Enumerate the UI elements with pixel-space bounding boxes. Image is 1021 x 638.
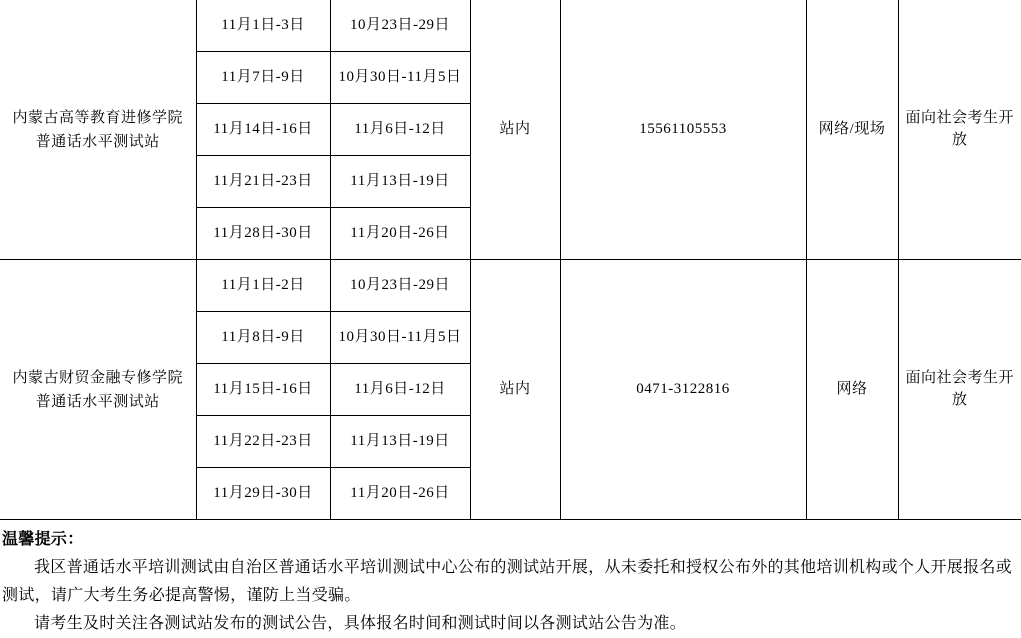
station-name-cell — [0, 260, 196, 520]
contact-phone-cell: 15561105553 — [560, 0, 806, 260]
table-row — [0, 260, 1021, 312]
registration-date-cell: 10月23日-29日 — [330, 260, 470, 312]
registration-date-cell: 10月30日-11月5日 — [330, 52, 470, 104]
notice-title: 温馨提示： — [2, 531, 84, 548]
notice-paragraph-1: 我区普通话水平培训测试由自治区普通话水平培训测试中心公布的测试站开展，从未委托和授权公布外的其他培训机构或个人开展报名或测试，请广大考生务必提高警惕，谨防上当受骗。 — [2, 559, 1013, 604]
station-name-line: 普通话水平测试站 — [35, 133, 160, 150]
test-date-cell: 11月28日-30日 — [196, 208, 330, 260]
test-date-cell: 11月7日-9日 — [196, 52, 330, 104]
station-name-line: 内蒙古财贸金融专修学院 — [12, 369, 183, 386]
test-date-cell: 11月21日-23日 — [196, 156, 330, 208]
notice-paragraph-2: 请考生及时关注各测试站发布的测试公告，具体报名时间和测试时间以各测试站公告为准。 — [34, 615, 687, 632]
registration-date-cell: 11月13日-19日 — [330, 416, 470, 468]
remark-cell: 面向社会考生开放 — [898, 260, 1021, 520]
remark-cell: 面向社会考生开放 — [898, 0, 1021, 260]
table-row — [0, 0, 1021, 52]
registration-date-cell: 10月23日-29日 — [330, 0, 470, 52]
test-date-cell: 11月8日-9日 — [196, 312, 330, 364]
registration-date-cell: 11月6日-12日 — [330, 104, 470, 156]
test-place-cell: 站内 — [470, 0, 560, 260]
test-place-cell: 站内 — [470, 260, 560, 520]
registration-date-cell: 11月20日-26日 — [330, 468, 470, 520]
registration-date-cell: 11月13日-19日 — [330, 156, 470, 208]
contact-phone-cell: 0471-3122816 — [560, 260, 806, 520]
station-name-line: 普通话水平测试站 — [35, 393, 160, 410]
test-date-cell: 11月29日-30日 — [196, 468, 330, 520]
test-date-cell: 11月15日-16日 — [196, 364, 330, 416]
station-name-cell — [0, 0, 196, 260]
test-date-cell: 11月1日-2日 — [196, 260, 330, 312]
notice-section — [0, 526, 1021, 638]
registration-date-cell: 10月30日-11月5日 — [330, 312, 470, 364]
registration-mode-cell: 网络/现场 — [806, 0, 898, 260]
test-date-cell: 11月1日-3日 — [196, 0, 330, 52]
registration-mode-cell: 网络 — [806, 260, 898, 520]
test-date-cell: 11月14日-16日 — [196, 104, 330, 156]
station-name-line: 内蒙古高等教育进修学院 — [12, 109, 183, 126]
registration-date-cell: 11月20日-26日 — [330, 208, 470, 260]
test-date-cell: 11月22日-23日 — [196, 416, 330, 468]
registration-date-cell: 11月6日-12日 — [330, 364, 470, 416]
